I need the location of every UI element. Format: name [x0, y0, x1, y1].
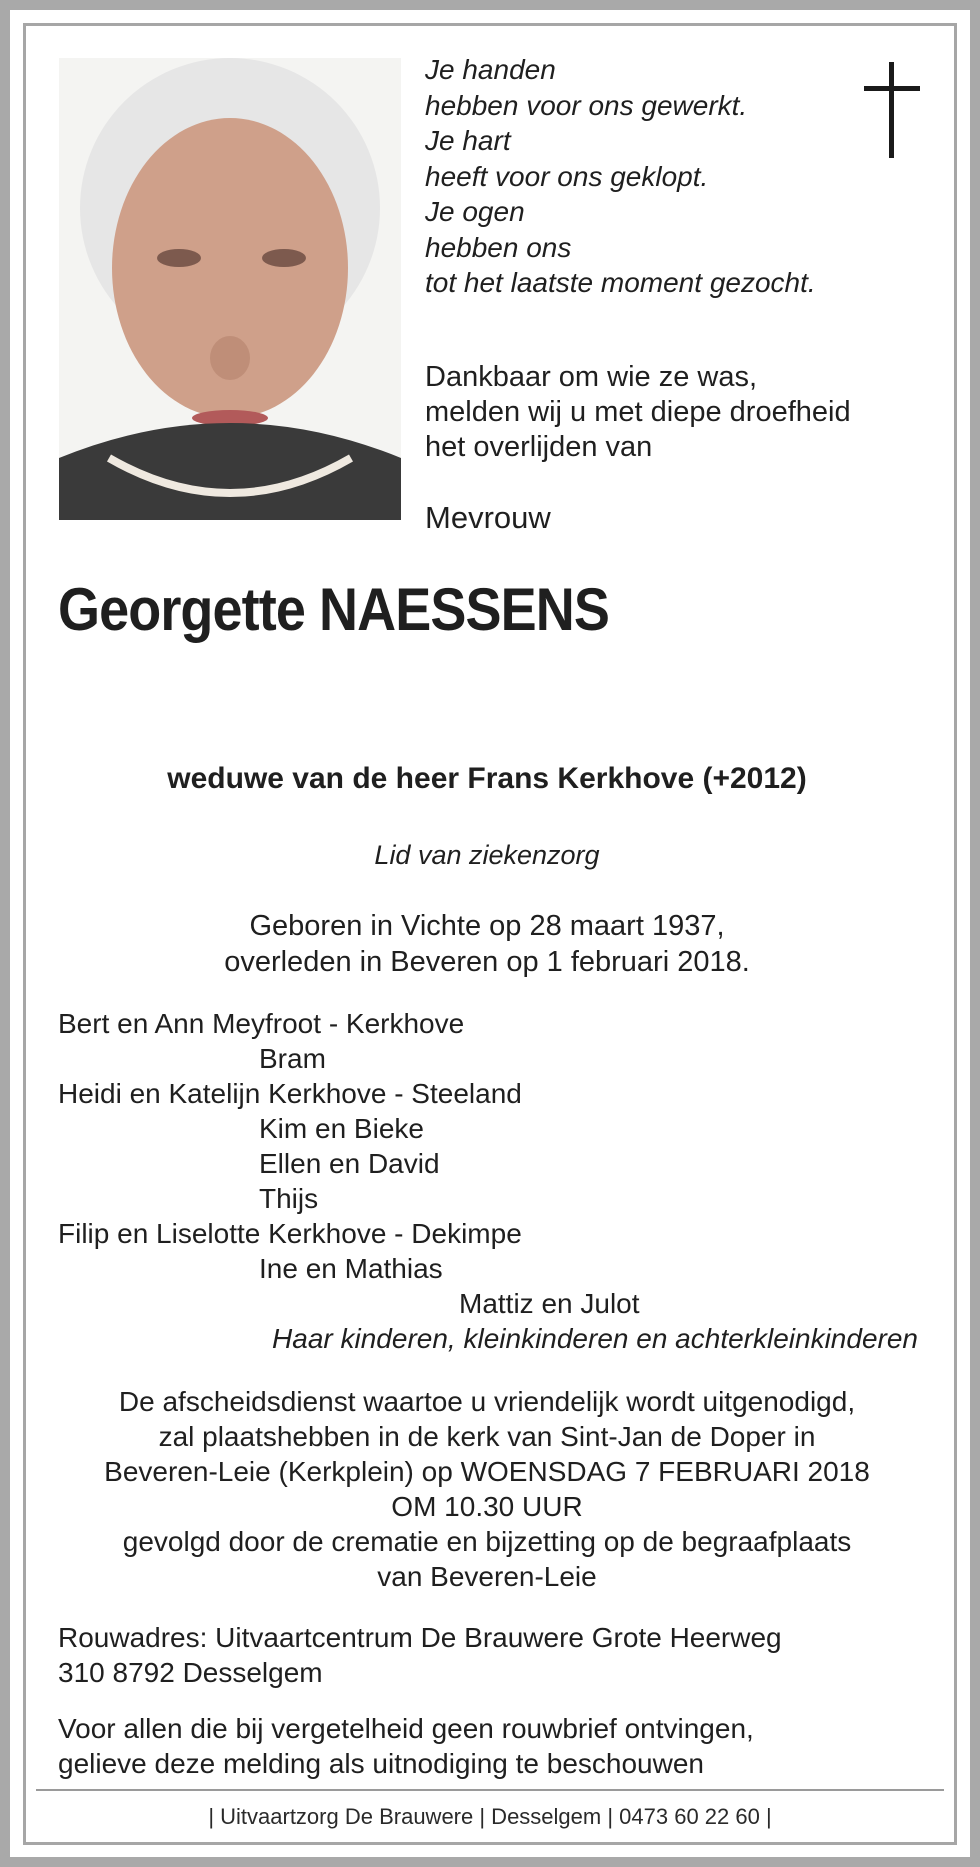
died-line: overleden in Beveren op 1 februari 2018. [224, 946, 750, 978]
born-line: Geboren in Vichte op 28 maart 1937, [249, 910, 725, 942]
family-member: Heidi en Katelijn Kerkhove - Steeland [58, 1078, 522, 1109]
address-line: 310 8792 Desselgem [58, 1657, 323, 1688]
cross-icon [864, 62, 920, 158]
service-line: OM 10.30 UUR [391, 1491, 583, 1522]
intro-line: melden wij u met diepe droefheid [425, 396, 851, 428]
address-line: Rouwadres: Uitvaartcentrum De Brauwere Grote Heerweg [58, 1622, 782, 1653]
notice-text [58, 1711, 754, 1781]
notice-line: gelieve deze melding als uitnodiging te beschouwen [58, 1748, 704, 1779]
service-line: Beveren-Leie (Kerkplein) op WOENSDAG 7 FEBRUARI 2018 [104, 1456, 870, 1487]
intro-line: Dankbaar om wie ze was, [425, 361, 758, 393]
family-member: Thijs [259, 1183, 319, 1214]
family-member: Bram [259, 1043, 326, 1074]
service-line: De afscheidsdienst waartoe u vriendelijk wordt uitgenodigd, [118, 1386, 856, 1417]
widow-line: weduwe van de heer Frans Kerkhove (+2012) [167, 762, 807, 795]
poem-line: hebben ons [425, 231, 572, 263]
intro-line: het overlijden van [425, 431, 653, 463]
poem-line: heeft voor ons geklopt. [425, 160, 709, 192]
family-member: Filip en Liselotte Kerkhove - Dekimpe [58, 1218, 522, 1249]
deceased-name: Georgette NAESSENS [58, 576, 609, 643]
family-signoff: Haar kinderen, kleinkinderen en achterkleinkinderen [272, 1323, 918, 1354]
service-details [40, 1384, 934, 1594]
poem-line: Je handen [425, 54, 556, 85]
family-member: Ellen en David [259, 1148, 440, 1179]
family-member: Bert en Ann Meyfroot - Kerkhove [58, 1008, 465, 1039]
family-member: Ine en Mathias [259, 1253, 443, 1284]
honorific: Mevrouw [425, 500, 551, 535]
notice-line: Voor allen die bij vergetelheid geen rouwbrief ontvingen, [58, 1713, 754, 1744]
footer-divider [36, 1789, 944, 1791]
service-line: van Beveren-Leie [377, 1561, 597, 1592]
portrait-photo [59, 58, 401, 520]
birth-death-dates [40, 908, 934, 980]
family-member: Kim en Bieke [259, 1113, 424, 1144]
poem-line: hebben voor ons gewerkt. [425, 89, 748, 121]
family-member: Mattiz en Julot [459, 1288, 640, 1319]
membership: Lid van ziekenzorg [374, 840, 600, 870]
service-line: zal plaatshebben in de kerk van Sint-Jan de Doper in [158, 1421, 816, 1452]
poem-line: tot het laatste moment gezocht. [425, 267, 816, 298]
funeral-home-footer: | Uitvaartzorg De Brauwere | Desselgem | 0473 60 22 60 | [208, 1804, 772, 1829]
mourning-address [58, 1620, 782, 1690]
poem-line: Je ogen [425, 196, 525, 227]
intro-text [425, 360, 851, 465]
poem-line: Je hart [425, 125, 511, 156]
service-line: gevolgd door de crematie en bijzetting op de begraafplaats [122, 1526, 852, 1557]
poem [425, 52, 816, 301]
